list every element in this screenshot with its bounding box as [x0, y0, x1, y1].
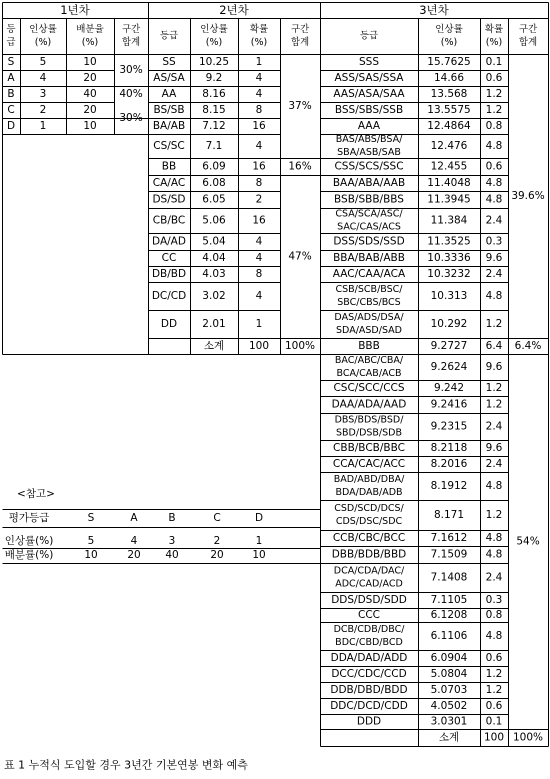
year3-header: 구간 [518, 24, 538, 35]
year3-cell: 12.4864 [427, 120, 471, 132]
year2-cell: 5.06 [202, 214, 226, 227]
year3-cell: CSS/SCS/SSC [334, 160, 404, 173]
year1-cell: 10 [83, 56, 97, 68]
reference-header: A [130, 512, 138, 524]
year2-cell: DA/AD [152, 235, 186, 248]
year2-cell: 4 [255, 252, 263, 264]
year2-cell: 1 [255, 56, 263, 68]
year1-cell: 20 [83, 72, 97, 84]
year3-cell: 0.6 [485, 700, 503, 712]
reference-header: S [87, 512, 95, 524]
year3-cell: DBB/BDB/BBD [331, 548, 407, 561]
year3-cell: 0.6 [485, 652, 503, 664]
reference-cell: 20 [127, 549, 141, 561]
year1-header: 구간 [121, 24, 141, 35]
year1-header: (%) [81, 37, 99, 48]
year3-cell: 13.568 [430, 88, 468, 100]
year3-sum: 6.4% [514, 340, 542, 352]
year3-cell: CDS/DSC/SDC [335, 516, 403, 527]
year1-cell: 10 [83, 120, 97, 132]
year3-cell: 4.8 [485, 548, 503, 561]
year3-cell: 9.2624 [430, 361, 468, 373]
reference-cell: 배분률(%) [4, 549, 54, 561]
year2-total: 100 [248, 340, 270, 352]
year1-cell: 20 [83, 104, 97, 116]
year2-sum: 37% [288, 100, 312, 112]
year3-cell: CSA/SCA/ASC/ [335, 208, 403, 220]
year2-cell: 9.2 [205, 72, 223, 84]
year3-cell: 4.8 [485, 630, 503, 642]
reference-cell: 40 [165, 549, 179, 561]
year2-header: 등급 [159, 30, 179, 42]
year3-cell: BDC/CBD/BCD [335, 637, 403, 648]
year1-cell: 2 [39, 104, 47, 116]
year3-cell: 9.6 [485, 361, 503, 373]
year2-cell: 2.01 [202, 318, 226, 330]
year3-cell: 11.3945 [427, 193, 471, 206]
year3-cell: 11.4048 [427, 177, 471, 189]
year3-cell: 6.1106 [430, 630, 468, 642]
year3-cell: 1.2 [485, 684, 503, 696]
year3-cell: 12.455 [430, 160, 468, 173]
year2-cell: CS/SC [153, 140, 185, 152]
year3-cell: DDA/DAD/ADD [330, 652, 408, 664]
year2-cell: BA/AB [152, 120, 186, 132]
reference-cell: 4 [130, 535, 138, 547]
year3-cell: 8.171 [433, 509, 465, 521]
year3-cell: ASS/SAS/SSA [334, 72, 404, 84]
year2-cell: 16 [252, 160, 266, 173]
year3-cell: CCC [358, 609, 380, 621]
year3-cell: 0.8 [485, 609, 503, 621]
year3-cell: 4.8 [485, 177, 503, 189]
year3-cell: 6.4 [485, 340, 503, 352]
year3-header: 등급 [359, 30, 379, 42]
year3-cell: 0.1 [485, 56, 503, 68]
year2-cell: 7.12 [202, 120, 226, 132]
year3-cell: DCC/CDC/CCD [331, 668, 407, 680]
year3-cell: 7.1105 [430, 594, 468, 606]
year3-cell: 9.2416 [430, 398, 468, 411]
reference-header: D [254, 512, 264, 524]
year3-cell: 6.1208 [430, 609, 468, 621]
year2-header: (%) [250, 37, 268, 48]
year2-cell: 6.08 [202, 177, 226, 189]
year3-cell: DDS/DSD/SDD [331, 594, 407, 606]
year1-cell: 1 [39, 120, 47, 132]
year3-cell: CSD/SCD/DCS/ [334, 503, 404, 514]
reference-cell: 20 [210, 549, 224, 561]
year2-cell: AS/SA [153, 72, 185, 84]
year2-cell: CA/AC [152, 177, 186, 189]
year3-cell: 9.2727 [430, 340, 468, 352]
year2-cell: DD [160, 318, 178, 330]
year3-cell: 4.8 [485, 532, 503, 544]
year3-cell: 4.8 [485, 193, 503, 206]
year3-cell: 1.2 [485, 398, 503, 411]
year2-cell: 6.09 [202, 160, 226, 173]
year2-cell: 8 [255, 177, 263, 189]
year3-cell: 7.1509 [430, 548, 468, 561]
year3-cell: SSS [359, 56, 379, 68]
year3-cell: 11.384 [430, 214, 468, 227]
year3-total: 100 [483, 731, 505, 744]
reference-cell: 2 [213, 535, 221, 547]
year3-cell: 1.2 [485, 668, 503, 680]
year2-cell: 1 [255, 318, 263, 330]
year1-cell: 3 [39, 88, 47, 100]
year1-cell: C [7, 104, 15, 116]
year1-title: 1년차 [60, 3, 90, 17]
year1-header: 급 [6, 37, 16, 48]
year1-cell: A [7, 72, 15, 84]
table-caption: 표 1 누적식 도입할 경우 3년간 기본연봉 변화 예측 [4, 758, 248, 772]
year3-cell: SAC/CAS/ACS [337, 221, 401, 233]
year2-cell: 4 [255, 72, 263, 84]
year3-header: 확률 [484, 24, 504, 35]
year3-cell: SBD/DSB/SDB [336, 427, 402, 439]
year3-cell: 0.3 [485, 235, 503, 248]
year3-cell: DAS/ADS/DSA/ [334, 312, 404, 323]
year3-cell: BDA/DAB/ADB [335, 487, 403, 498]
year3-cell: CCB/CBC/BCC [332, 532, 406, 544]
reference-header: B [168, 512, 176, 524]
year2-cell: BB [161, 160, 177, 173]
year3-cell: 3.0301 [430, 715, 468, 728]
year3-cell: DCB/CDB/DBC/ [333, 624, 405, 635]
year3-cell: DSS/SDS/SSD [333, 235, 405, 248]
year1-header: 인상률 [29, 24, 57, 35]
year3-cell: 10.292 [430, 318, 468, 330]
year2-cell: 5.04 [202, 235, 226, 248]
year3-cell: SDA/ASD/SAD [336, 325, 402, 336]
reference-cell: 5 [87, 535, 95, 547]
year3-sum: 39.6% [511, 190, 545, 202]
year3-cell: 2.4 [485, 268, 503, 280]
year3-cell: 5.0804 [430, 668, 468, 680]
year3-cell: DAA/ADA/AAD [331, 398, 407, 411]
year3-cell: 14.66 [433, 72, 465, 84]
year3-cell: 8.2118 [430, 442, 468, 454]
year3-cell: DDC/DCD/CDD [330, 700, 408, 712]
reference-cell: 3 [168, 535, 176, 547]
year3-cell: 0.3 [485, 594, 503, 606]
year3-cell: 1.2 [485, 509, 503, 521]
reference-cell: 1 [255, 535, 263, 547]
year3-cell: 12.476 [430, 140, 468, 152]
year2-header: 확률 [249, 24, 269, 35]
year3-cell: 2.4 [485, 420, 503, 433]
year3-cell: DDB/DBD/BDD [330, 684, 408, 696]
year3-cell: DDD [356, 715, 382, 728]
year2-cell: SS [162, 56, 176, 68]
year3-cell: 1.2 [485, 104, 503, 116]
year3-cell: CCA/CAC/ACC [332, 458, 406, 470]
year3-cell: ADC/CAD/ACD [335, 578, 403, 590]
year3-cell: AAA [357, 120, 381, 132]
year2-cell: 6.05 [202, 193, 226, 206]
year3-cell: 9.6 [485, 252, 503, 264]
year1-header: 배분율 [76, 24, 104, 35]
year2-sum: 47% [288, 250, 312, 263]
year3-cell: 4.8 [485, 480, 503, 492]
year3-cell: BAD/ABD/DBA/ [333, 474, 405, 485]
year2-cell: 3.02 [202, 290, 226, 302]
year2-cell: 7.1 [205, 140, 223, 152]
year1-cell: D [6, 120, 16, 132]
year3-cell: 9.2315 [430, 420, 468, 433]
year2-cell: 4.03 [202, 268, 226, 280]
year2-header: 인상률 [200, 24, 228, 35]
year3-cell: 8.1912 [430, 480, 468, 492]
year2-cell: DB/BD [151, 268, 187, 280]
year2-cell: 4 [255, 88, 263, 100]
year3-cell: BSS/SBS/SSB [334, 104, 404, 116]
year3-cell: 7.1612 [430, 532, 468, 544]
year1-sum: 30% [119, 64, 143, 76]
year1-cell: 40 [83, 88, 97, 100]
reference-cell: 10 [84, 549, 98, 561]
year3-cell: 11.3525 [427, 235, 471, 248]
year1-header: 합계 [121, 37, 141, 48]
year2-header: 구간 [290, 24, 310, 35]
year3-cell: BBA/BAB/ABB [333, 252, 405, 264]
year3-cell: SBC/CBS/BCS [337, 297, 401, 308]
year2-header: 합계 [290, 37, 310, 48]
year1-cell: 5 [39, 56, 47, 68]
reference-cell: 10 [252, 549, 266, 561]
year2-cell: 2 [255, 193, 263, 206]
year2-cell: 8 [255, 104, 263, 116]
year3-cell: DBS/BDS/BSD/ [334, 414, 404, 426]
year3-cell: 9.242 [433, 382, 465, 394]
year2-cell: 4 [255, 140, 263, 152]
year2-cell: BS/SB [153, 104, 185, 116]
year3-cell: SBA/ASB/SAB [337, 147, 401, 158]
year2-cell: 10.25 [198, 56, 230, 68]
year3-cell: CSC/SCC/CCS [333, 382, 405, 394]
year3-cell: 0.6 [485, 160, 503, 173]
year2-cell: 8.15 [202, 104, 226, 116]
year3-cell: 5.0703 [430, 684, 468, 696]
year3-cell: 1.2 [485, 88, 503, 100]
year3-cell: 2.4 [485, 458, 503, 470]
year3-cell: CSB/SCB/BSC/ [335, 284, 403, 295]
year3-cell: 2.4 [485, 571, 503, 584]
reference-cell: 인상률(%) [4, 535, 54, 547]
year3-cell: 15.7625 [427, 56, 471, 68]
year2-cell: 4 [255, 290, 263, 302]
year3-cell: 7.1408 [430, 571, 468, 584]
year3-cell: 4.8 [485, 140, 503, 152]
year3-cell: 1.2 [485, 318, 503, 330]
year3-cell: 1.2 [485, 382, 503, 394]
year3-cell: BSB/SBB/BBS [334, 193, 404, 206]
year3-title: 3년차 [419, 3, 449, 17]
year3-header: (%) [485, 37, 503, 48]
year3-cell: 9.6 [485, 442, 503, 454]
year2-cell: 8 [255, 268, 263, 280]
year3-total: 100% [512, 731, 544, 744]
year3-cell: 4.8 [485, 290, 503, 302]
year3-cell: 4.0502 [430, 700, 468, 712]
year3-cell: AAS/ASA/SAA [333, 88, 405, 100]
year2-cell: 16 [252, 120, 266, 132]
year3-cell: 0.6 [485, 72, 503, 84]
year3-cell: CBB/BCB/BBC [333, 442, 405, 454]
year3-cell: BAS/ABS/BSA/ [335, 134, 403, 145]
year3-cell: 6.0904 [430, 652, 468, 664]
year2-cell: CB/BC [152, 214, 186, 227]
year2-cell: 8.16 [202, 88, 226, 100]
reference-header: C [213, 512, 221, 524]
year3-cell: BCA/CAB/ACB [336, 368, 402, 379]
year2-cell: 4 [255, 235, 263, 248]
year2-header: (%) [205, 37, 223, 48]
year2-cell: 4.04 [202, 252, 226, 264]
year2-title: 2년차 [219, 3, 249, 17]
reference-title: <참고> [17, 488, 55, 500]
reference-header: 평가등급 [8, 512, 50, 524]
year3-cell: 10.3232 [427, 268, 471, 280]
year3-cell: DCA/CDA/DAC/ [333, 565, 405, 577]
year2-cell: AA [161, 88, 177, 100]
year2-cell: DS/SD [152, 193, 186, 206]
year3-header: 인상률 [435, 24, 463, 35]
year3-cell: 13.5575 [427, 104, 471, 116]
year3-cell: BBB [358, 340, 380, 352]
year2-cell: DC/CD [151, 290, 187, 302]
year3-cell: AAC/CAA/ACA [332, 268, 406, 280]
year1-cell: 4 [39, 72, 47, 84]
year3-sum: 54% [516, 535, 540, 548]
year2-total: 100% [284, 340, 316, 352]
year1-cell: B [7, 88, 15, 100]
year3-header: (%) [440, 37, 458, 48]
year3-cell: 0.8 [485, 120, 503, 132]
year3-cell: 2.4 [485, 214, 503, 227]
year1-sum: 40% [119, 88, 143, 100]
year3-cell: 10.3336 [427, 252, 471, 264]
year3-cell: 10.313 [430, 290, 468, 302]
year1-header: (%) [34, 37, 52, 48]
year2-cell: CC [161, 252, 177, 264]
year1-header: 등 [6, 24, 16, 35]
year3-cell: 8.2016 [430, 458, 468, 470]
year3-total: 소계 [438, 731, 460, 744]
year2-sum: 16% [288, 160, 312, 173]
year3-header: 합계 [518, 37, 538, 48]
year3-cell: 0.1 [485, 715, 503, 728]
year3-cell: BAA/ABA/AAB [332, 177, 406, 189]
year3-cell: BAC/ABC/CBA/ [334, 355, 404, 366]
year2-total: 소계 [203, 340, 225, 352]
year1-cell: S [7, 56, 15, 68]
year2-cell: 16 [252, 214, 266, 227]
year1-sum: 30% [119, 112, 143, 124]
